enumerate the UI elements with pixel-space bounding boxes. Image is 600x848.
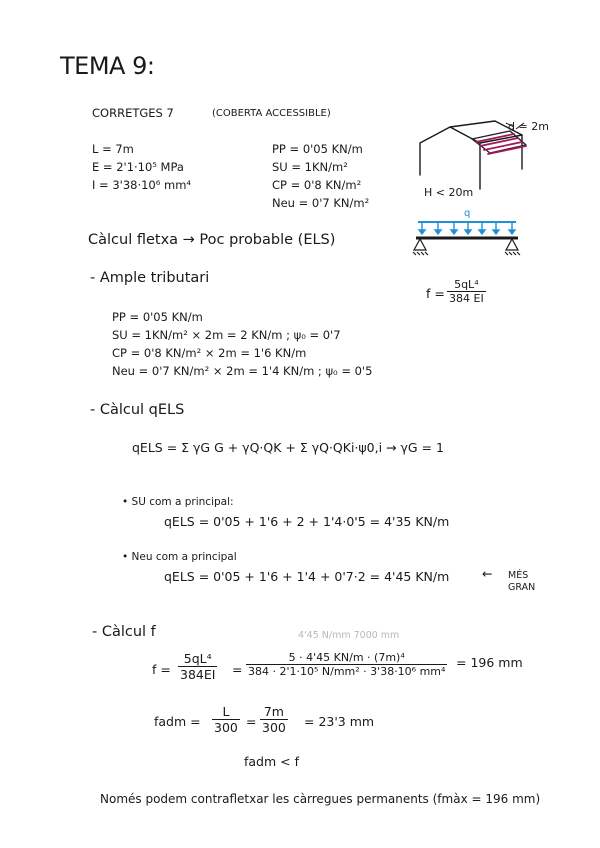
neu-principal-equation: qELS = 0'05 + 1'6 + 1'4 + 0'7·2 = 4'45 KN/m xyxy=(164,569,450,584)
topic-label: CORRETGES 7 xyxy=(92,106,174,120)
page-title: TEMA 9: xyxy=(60,52,155,80)
fadm-equals: = xyxy=(246,714,257,729)
param-pp: PP = 0'05 KN/m xyxy=(272,142,363,156)
equals-sign: = xyxy=(232,662,243,677)
f-num: 5qL⁴ xyxy=(183,651,212,666)
f-sub-den: 384 · 2'1·10⁵ N/mm² · 3'38·10⁶ mm⁴ xyxy=(248,665,446,678)
neu-principal-label: • Neu com a principal xyxy=(122,551,237,563)
fadm-fraction xyxy=(212,704,240,735)
front-frame xyxy=(420,127,480,189)
beam-load-diagram xyxy=(412,206,522,260)
fadm-lhs: fadm = xyxy=(154,714,201,729)
units-hint: 4'45 N/mm 7000 mm xyxy=(298,630,400,641)
calc-heading: Càlcul fletxa → Poc probable (ELS) xyxy=(88,232,336,248)
span-d-label: d = 2m xyxy=(508,120,549,133)
fadm-num-2: 7m xyxy=(263,704,284,719)
ample-row: Neu = 0'7 KN/m² × 2m = 1'4 KN/m ; ψ₀ = 0'5 xyxy=(112,364,373,378)
topic-note: (COBERTA ACCESSIBLE) xyxy=(212,108,331,119)
param-length: L = 7m xyxy=(92,142,134,156)
comparison: fadm < f xyxy=(244,754,299,769)
mes-gran-note: MÉS GRAN xyxy=(508,570,536,593)
f-sub-num: 5 · 4'45 KN/m · (7m)⁴ xyxy=(288,651,405,664)
qels-heading: - Càlcul qELS xyxy=(90,402,185,418)
formula-num: 5qL⁴ xyxy=(454,278,479,291)
fadm-num: L xyxy=(222,704,230,719)
load-line xyxy=(418,221,516,223)
formula-lhs: f = xyxy=(426,286,445,301)
right-support xyxy=(506,239,518,250)
f-den: 384EI xyxy=(180,667,216,682)
fadm-den: 300 xyxy=(214,720,238,735)
left-arrow-icon: ← xyxy=(482,566,493,581)
fadm-result: = 23'3 mm xyxy=(304,714,375,729)
ample-row: CP = 0'8 KN/m² × 2m = 1'6 KN/m xyxy=(112,346,307,360)
param-inertia: I = 3'38·10⁶ mm⁴ xyxy=(92,178,192,192)
su-principal-label: • SU com a principal: xyxy=(122,496,234,508)
ample-row: PP = 0'05 KN/m xyxy=(112,310,203,324)
load-arrows xyxy=(419,222,515,234)
f-fraction xyxy=(178,651,217,682)
ample-heading: - Ample tributari xyxy=(90,270,210,286)
left-support xyxy=(414,239,426,250)
param-neu: Neu = 0'7 KN/m² xyxy=(272,196,370,210)
param-modulus: E = 2'1·10⁵ MPa xyxy=(92,160,184,174)
calc-f-heading: - Càlcul f xyxy=(92,624,156,640)
height-label: H < 20m xyxy=(424,186,474,199)
conclusion-text: Només podem contrafletxar les càrregues permanents (fmàx = 196 mm) xyxy=(100,792,541,806)
formula-den: 384 EI xyxy=(449,292,484,305)
load-q-label: q xyxy=(464,208,471,219)
qels-formula: qELS = Σ γG G + γQ·QK + Σ γQ·QKi·ψ0,i → γG = 1 xyxy=(132,440,444,455)
f-lhs: f = xyxy=(152,662,171,677)
su-principal-equation: qELS = 0'05 + 1'6 + 2 + 1'4·0'5 = 4'35 KN/m xyxy=(164,514,450,529)
ample-row: SU = 1KN/m² × 2m = 2 KN/m ; ψ₀ = 0'7 xyxy=(112,328,341,342)
param-cp: CP = 0'8 KN/m² xyxy=(272,178,362,192)
fadm-den-2: 300 xyxy=(262,720,286,735)
beam-supports xyxy=(413,239,520,255)
f-substitution-fraction xyxy=(246,651,447,678)
fadm-fraction-2 xyxy=(260,704,288,735)
f-result: = 196 mm xyxy=(456,655,523,670)
param-su: SU = 1KN/m² xyxy=(272,160,348,174)
formula-fraction xyxy=(447,278,486,305)
